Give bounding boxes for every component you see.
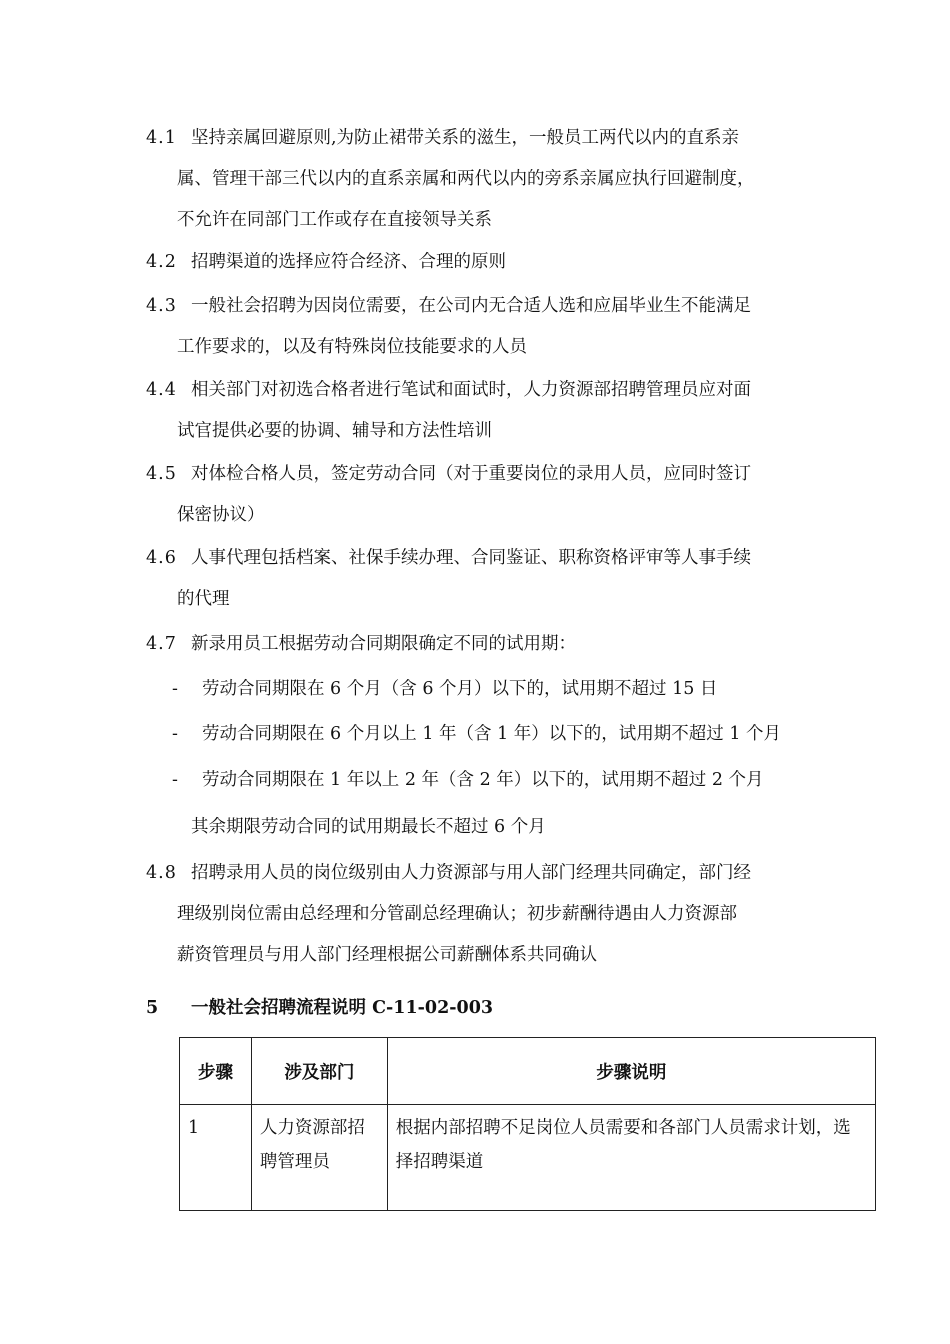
- clause-number: 4.1: [146, 128, 177, 148]
- clause-number: 4.3: [146, 296, 177, 316]
- clause-number: 4.2: [146, 252, 177, 272]
- table-row: [180, 1105, 876, 1211]
- clause-text: 理级别岗位需由总经理和分管副总经理确认；初步薪酬待遇由人力资源部: [177, 904, 737, 924]
- clause-number: 4.8: [146, 863, 177, 883]
- clause-4-6: [146, 538, 826, 620]
- clause-text: 试官提供必要的协调、辅导和方法性培训: [177, 421, 492, 441]
- process-table: [179, 1037, 876, 1211]
- clause-number: 4.7: [146, 634, 177, 654]
- clause-text: 新录用员工根据劳动合同期限确定不同的试用期：: [191, 634, 576, 654]
- clause-text: 相关部门对初选合格者进行笔试和面试时，人力资源部招聘管理员应对面: [191, 380, 751, 400]
- clause-number: 4.5: [146, 464, 177, 484]
- column-header: 涉及部门: [251, 1038, 387, 1105]
- clause-text: 的代理: [177, 589, 230, 609]
- step-cell: 1: [180, 1105, 252, 1211]
- clause-text: 对体检合格人员，签定劳动合同（对于重要岗位的录用人员，应同时签订: [191, 464, 751, 484]
- list-item-text: 劳动合同期限在 1 年以上 2 年（含 2 年）以下的，试用期不超过 2 个月: [202, 770, 764, 790]
- clause-text: 一般社会招聘为因岗位需要，在公司内无合适人选和应届毕业生不能满足: [191, 296, 751, 316]
- clause-number: 4.6: [146, 548, 177, 568]
- clause-text: 属、管理干部三代以内的直系亲属和两代以内的旁系亲属应执行回避制度，: [177, 169, 755, 189]
- dash-bullet: -: [172, 679, 178, 699]
- clause-4-7: [146, 624, 826, 665]
- clause-text: 薪资管理员与用人部门经理根据公司薪酬体系共同确认: [177, 945, 597, 965]
- table-header-row: [180, 1038, 876, 1105]
- list-item-text: 劳动合同期限在 6 个月以上 1 年（含 1 年）以下的，试用期不超过 1 个月: [202, 724, 782, 744]
- clause-4-1: [146, 118, 826, 241]
- clause-text: 招聘录用人员的岗位级别由人力资源部与用人部门经理共同确定，部门经: [191, 863, 751, 883]
- list-item: [172, 719, 781, 749]
- clause-text: 人事代理包括档案、社保手续办理、合同鉴证、职称资格评审等人事手续: [191, 548, 751, 568]
- clause-number: 4.4: [146, 380, 177, 400]
- list-item: [172, 765, 764, 795]
- column-header: 步骤: [180, 1038, 252, 1105]
- clause-4-5: [146, 454, 826, 536]
- probation-note: 其余期限劳动合同的试用期最长不超过 6 个月: [191, 817, 546, 837]
- section-number: 5: [146, 998, 159, 1018]
- clause-4-2: [146, 242, 826, 283]
- dept-cell: 人力资源部招聘管理员: [251, 1105, 387, 1211]
- clause-text: 招聘渠道的选择应符合经济、合理的原则: [191, 252, 506, 272]
- clause-4-8: [146, 853, 826, 976]
- list-item-text: 劳动合同期限在 6 个月（含 6 个月）以下的，试用期不超过 15 日: [202, 679, 718, 699]
- clause-4-4: [146, 370, 826, 452]
- clause-text: 保密协议）: [177, 505, 265, 525]
- list-item: [172, 674, 717, 704]
- dash-bullet: -: [172, 724, 178, 744]
- clause-text: 不允许在同部门工作或存在直接领导关系: [177, 210, 492, 230]
- dash-bullet: -: [172, 770, 178, 790]
- clause-text: 工作要求的，以及有特殊岗位技能要求的人员: [177, 337, 527, 357]
- column-header: 步骤说明: [387, 1038, 875, 1105]
- section-heading: [146, 993, 493, 1023]
- section-title: 一般社会招聘流程说明 C-11-02-003: [191, 998, 494, 1018]
- clause-text: 坚持亲属回避原则,为防止裙带关系的滋生，一般员工两代以内的直系亲: [191, 128, 740, 148]
- desc-cell: 根据内部招聘不足岗位人员需要和各部门人员需求计划，选择招聘渠道: [387, 1105, 875, 1211]
- clause-4-3: [146, 286, 826, 368]
